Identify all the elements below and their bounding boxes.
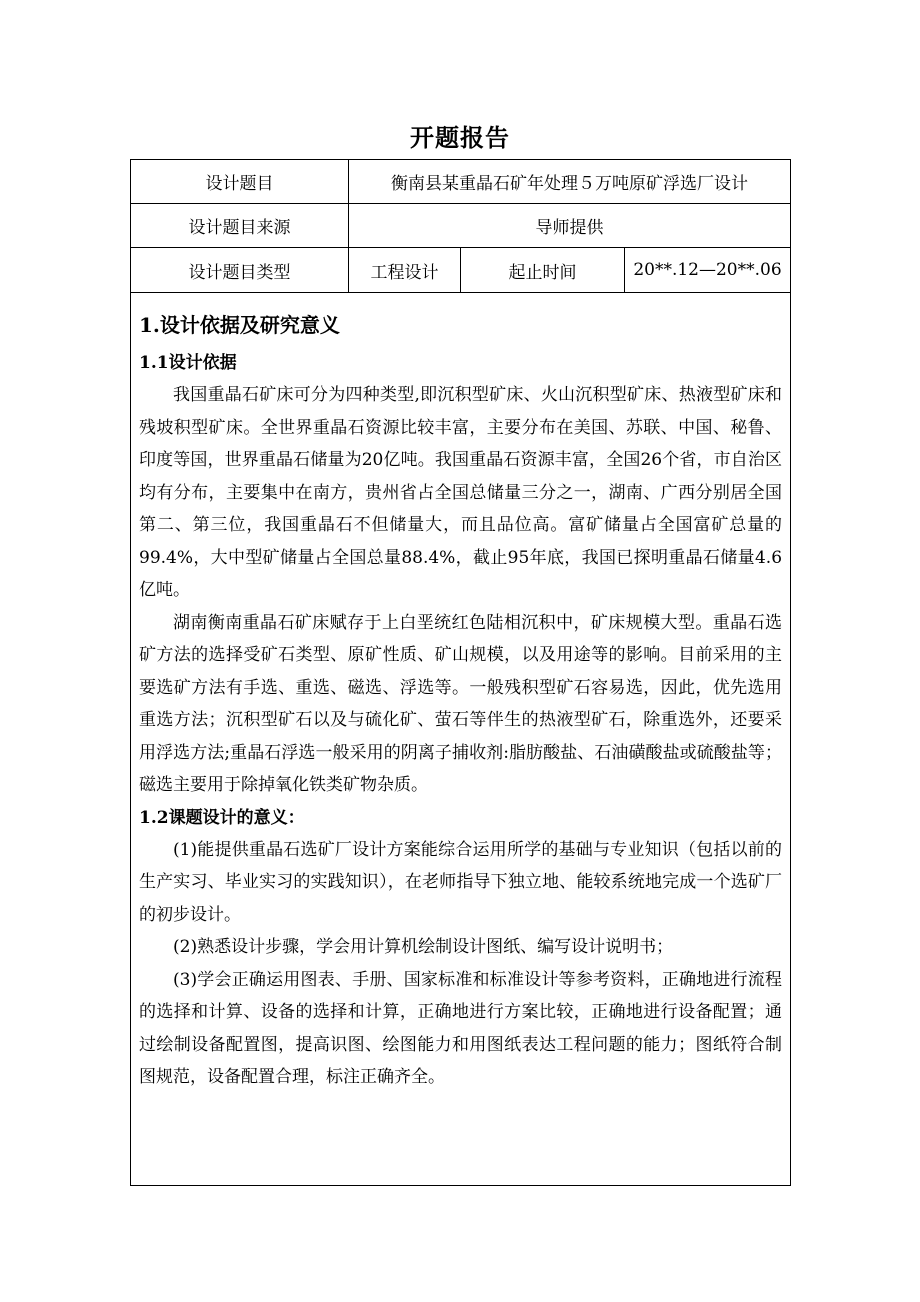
content-cell [131,293,791,1186]
page-title: 开题报告 [410,123,510,152]
form-row-type [131,248,791,293]
type-value: 工程设计 [349,248,461,293]
form-row-topic [131,160,791,204]
paragraph: (3)学会正确运用图表、手册、国家标准和标准设计等参考资料，正确地进行流程的选择和计算、设备的选择和计算，正确地进行方案比较，正确地进行设备配置；通过绘制设备配置图，提高识图、绘图能力和用图纸表达工程问题的能力；图纸符合制图规范，设备配置合理，标注正确齐全。 [139,969,783,1087]
paragraph: (1)能提供重晶石选矿厂设计方案能综合运用所学的基础与专业知识（包括以前的生产实习、毕业实习的实践知识），在老师指导下独立地、能较系统地完成一个选矿厂的初步设计。 [139,839,783,925]
form-row-source [131,204,791,248]
source-label: 设计题目来源 [131,204,349,248]
section-heading-1: 1.设计依据及研究意义 [139,313,340,337]
topic-value: 衡南县某重晶石矿年处理５万吨原矿浮选厂设计 [349,160,791,204]
section-heading-1-2: 1.2课题设计的意义： [139,807,305,828]
period-value: 20**.12—20**.06 [625,248,791,293]
paragraph: 我国重晶石矿床可分为四种类型,即沉积型矿床、火山沉积型矿床、热液型矿床和残坡积型矿床。全世界重晶石资源比较丰富，主要分布在美国、苏联、中国、秘鲁、印度等国，世界重晶石储量为20亿吨。我国重晶石资源丰富，全国26个省，市自治区均有分布，主要集中在南方，贵州省占全国总储量三分之一，湖南、广西分别居全国第二、第三位，我国重晶石不但储量大，而且品位高。富矿储量占全国富矿总量的99.4%，大中型矿储量占全国总量88.4%，截止95年底，我国已探明重晶石储量4.6亿吨。 [139,385,783,600]
proposal-form-table [130,159,791,1186]
topic-label: 设计题目 [131,160,349,204]
form-row-content [131,293,791,1186]
source-value: 导师提供 [349,204,791,248]
type-label: 设计题目类型 [131,248,349,293]
period-label: 起止时间 [461,248,625,293]
paragraph: 湖南衡南重晶石矿床赋存于上白垩统红色陆相沉积中，矿床规模大型。重晶石选矿方法的选择受矿石类型、原矿性质、矿山规模，以及用途等的影响。目前采用的主要选矿方法有手选、重选、磁选、浮选等。一般残积型矿石容易选，因此，优先选用重选方法；沉积型矿石以及与硫化矿、萤石等伴生的热液型矿石，除重选外，还要采用浮选方法;重晶石浮选一般采用的阴离子捕收剂:脂肪酸盐、石油磺酸盐或硫酸盐等；磁选主要用于除掉氧化铁类矿物杂质。 [139,612,783,795]
section-heading-1-1: 1.1设计依据 [139,353,237,373]
paragraph: (2)熟悉设计步骤，学会用计算机绘制设计图纸、编写设计说明书； [173,937,674,957]
